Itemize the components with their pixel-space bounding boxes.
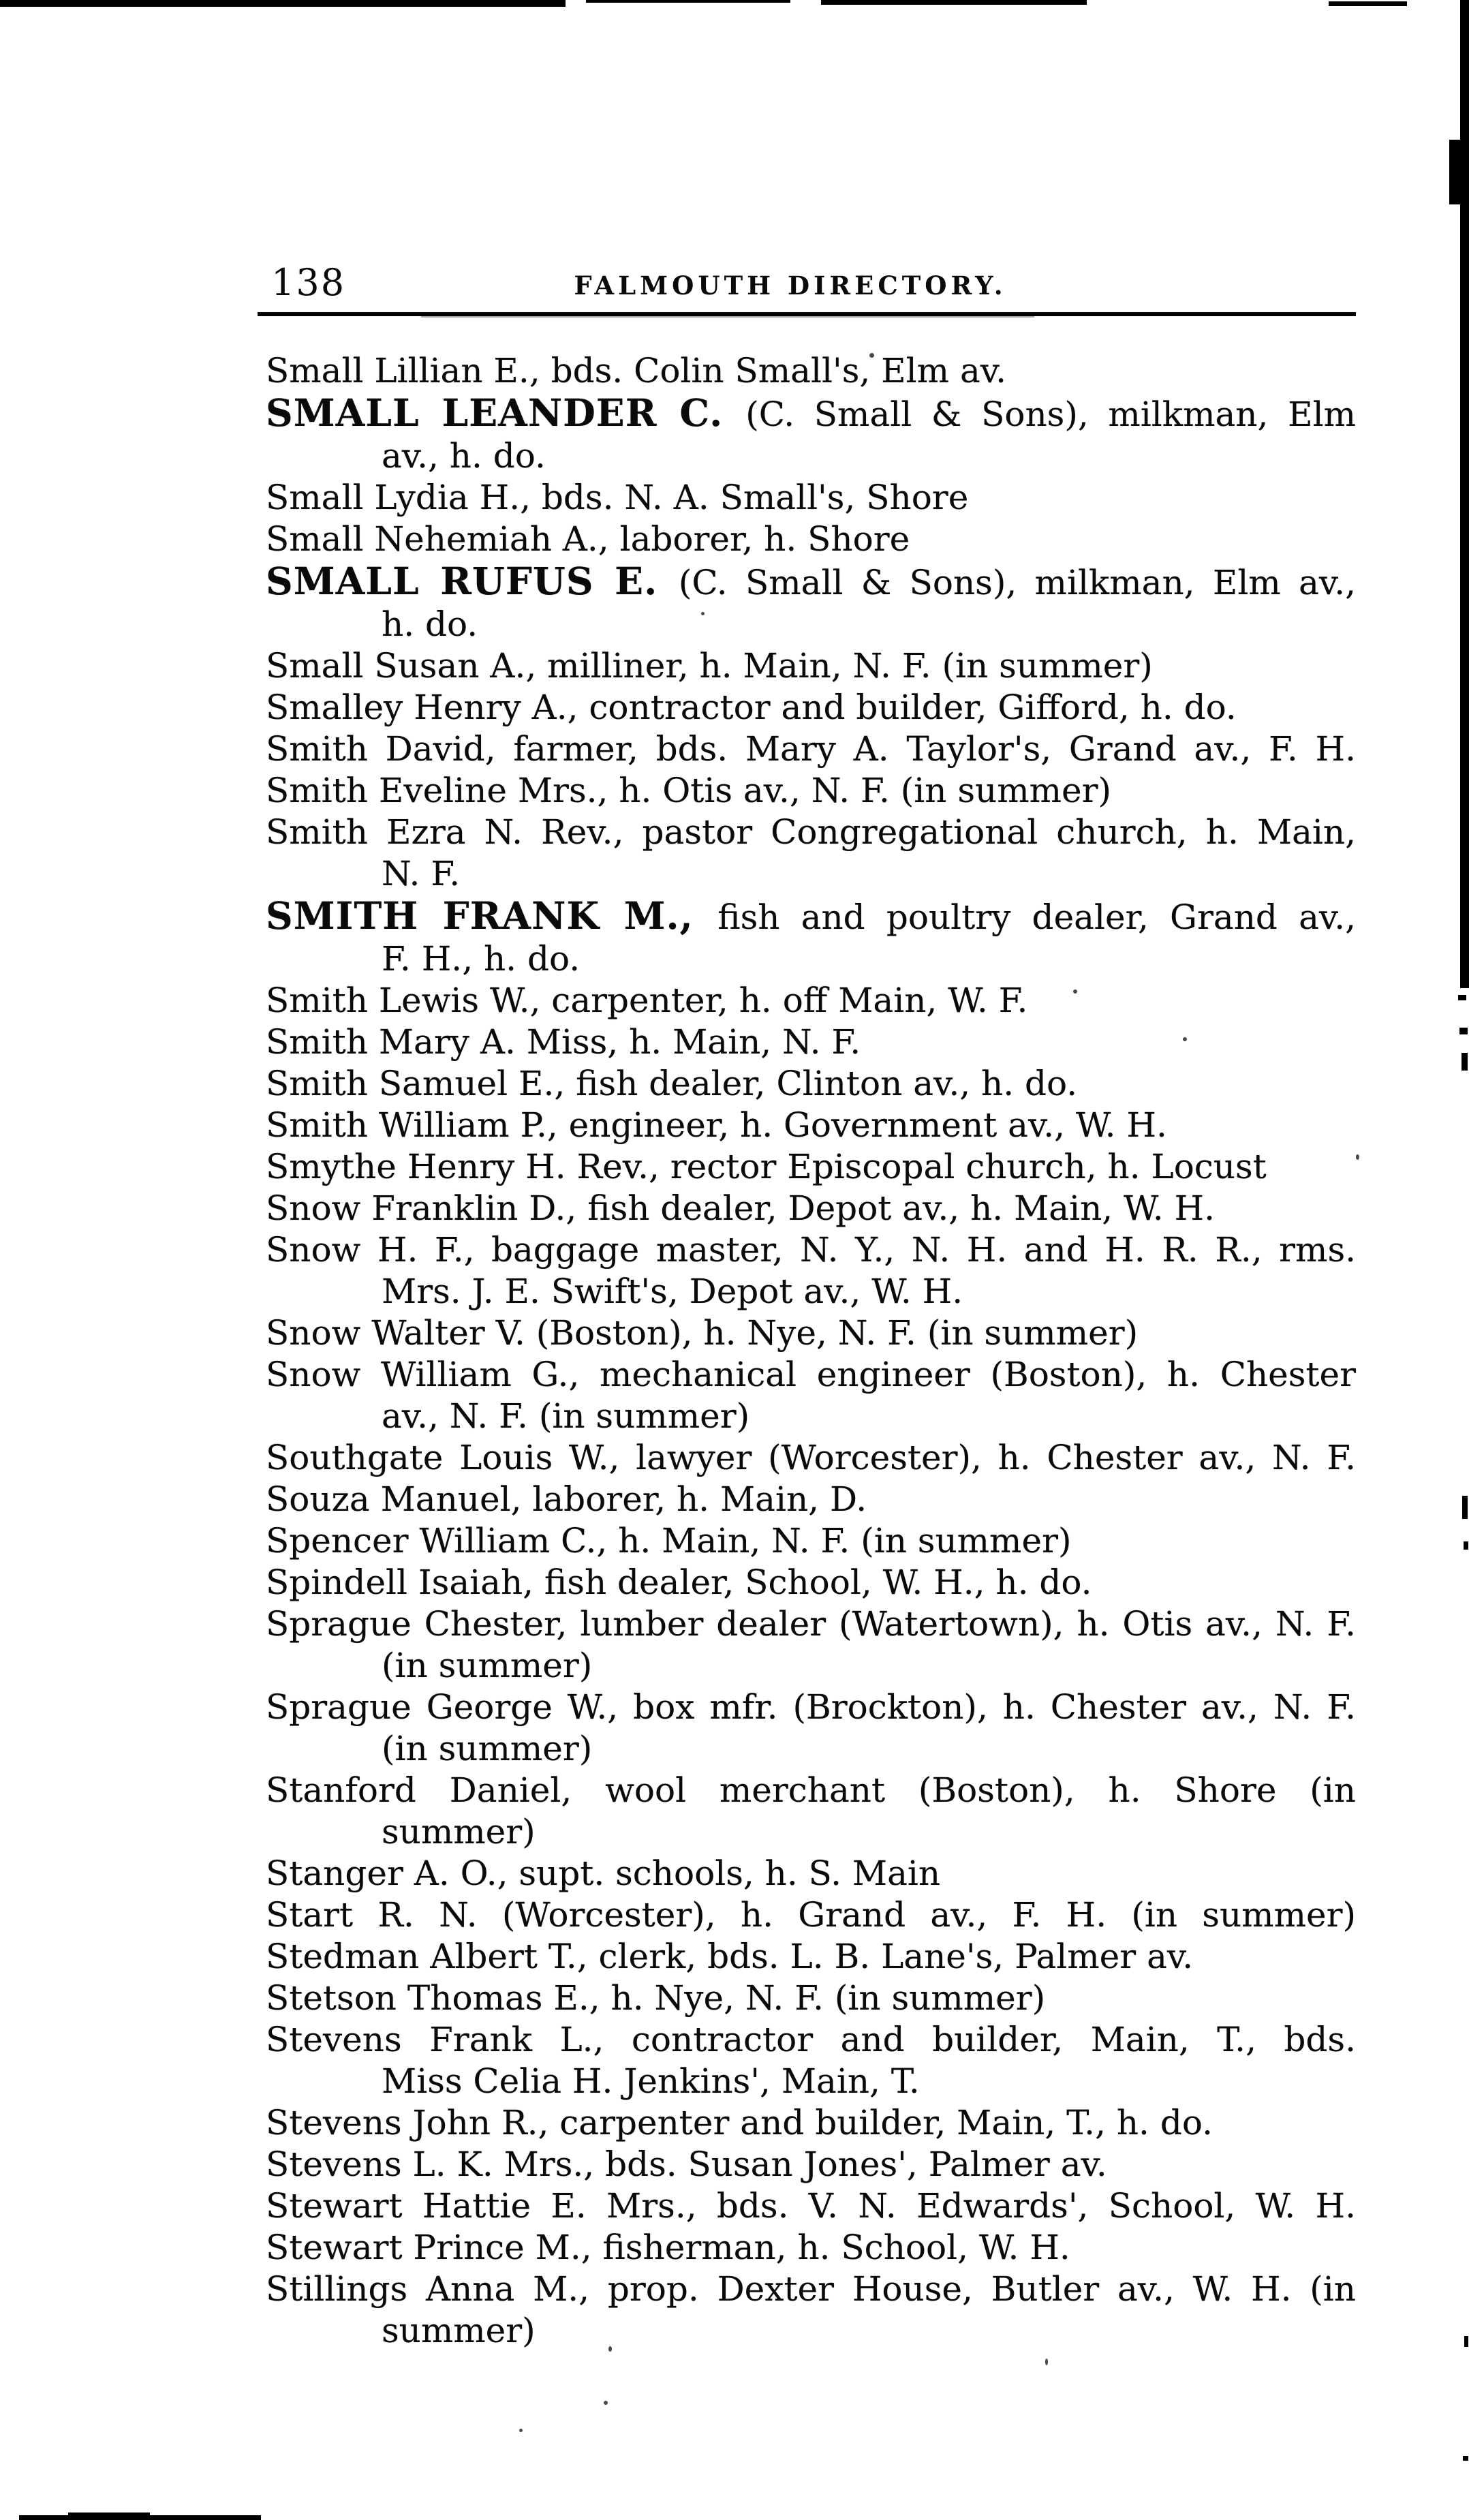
directory-entry-line xyxy=(266,2102,1356,2144)
entry-text: Sprague George W., box mfr. (Brockton), h. Chester av., N. F. xyxy=(266,1687,1356,1727)
directory-entry-line xyxy=(266,1853,1356,1894)
directory-entry-line xyxy=(266,2019,1356,2061)
directory-entry-line xyxy=(266,1603,1356,1645)
directory-entry-line xyxy=(266,980,1356,1021)
ink-speck xyxy=(1356,1154,1359,1160)
entry-text: Stillings Anna M., prop. Dexter House, Butler av., W. H. (in xyxy=(266,2269,1356,2309)
entry-name-bold: SMITH FRANK M., xyxy=(266,893,718,938)
page-header xyxy=(266,262,1356,311)
directory-entry-line xyxy=(266,477,1356,519)
directory-entry-line xyxy=(266,435,1356,477)
directory-entry-line xyxy=(266,604,1356,645)
directory-entry-line xyxy=(266,645,1356,687)
entry-text: Smith David, farmer, bds. Mary A. Taylor's, Grand av., F. H. xyxy=(266,729,1356,769)
entry-text: Smith William P., engineer, h. Government av., W. H. xyxy=(266,1105,1167,1145)
scan-edge-artifact xyxy=(0,0,566,7)
directory-entry-line xyxy=(266,392,1356,435)
entry-name-bold: SMALL RUFUS E. xyxy=(266,559,679,603)
entry-text: Stewart Hattie E. Mrs., bds. V. N. Edwards', School, W. H. xyxy=(266,2186,1356,2226)
ink-speck xyxy=(519,2429,523,2432)
directory-list xyxy=(266,350,1356,2352)
running-title: FALMOUTH DIRECTORY. xyxy=(574,271,1007,301)
entry-text: Miss Celia H. Jenkins', Main, T. xyxy=(382,2061,920,2101)
entry-text: Stevens John R., carpenter and builder, Main, T., h. do. xyxy=(266,2103,1213,2142)
directory-entry-line xyxy=(266,1770,1356,1811)
directory-entry-line xyxy=(266,2269,1356,2310)
directory-entry-line xyxy=(266,938,1356,980)
directory-entry-line xyxy=(266,1645,1356,1687)
directory-entry-line xyxy=(266,1437,1356,1479)
scan-edge-artifact xyxy=(1458,995,1466,1000)
entry-text: Stevens Frank L., contractor and builder, Main, T., bds. xyxy=(266,2020,1356,2059)
entry-text: Stetson Thomas E., h. Nye, N. F. (in summer) xyxy=(266,1978,1046,2018)
scan-edge-artifact xyxy=(821,0,1087,5)
directory-entry-line xyxy=(266,2144,1356,2185)
entry-text: Snow Franklin D., fish dealer, Depot av., h. Main, W. H. xyxy=(266,1188,1215,1228)
directory-entry-line xyxy=(266,1229,1356,1271)
entry-text: av., h. do. xyxy=(382,436,546,476)
directory-entry-line xyxy=(266,1105,1356,1146)
entry-text: Stedman Albert T., clerk, bds. L. B. Lane's, Palmer av. xyxy=(266,1937,1194,1976)
entry-text: (in summer) xyxy=(382,1646,593,1685)
directory-entry-line xyxy=(266,2310,1356,2352)
entry-text: Smythe Henry H. Rev., rector Episcopal church, h. Locust xyxy=(266,1147,1267,1186)
directory-entry-line xyxy=(266,770,1356,812)
directory-entry-line xyxy=(266,1936,1356,1978)
entry-text: Stevens L. K. Mrs., bds. Susan Jones', Palmer av. xyxy=(266,2145,1107,2184)
entry-text: Smith Mary A. Miss, h. Main, N. F. xyxy=(266,1022,861,1062)
entry-text: Small Lydia H., bds. N. A. Small's, Shore xyxy=(266,478,969,517)
entry-text: summer) xyxy=(382,2311,536,2350)
entry-text: Smith Lewis W., carpenter, h. off Main, W. F. xyxy=(266,981,1028,1020)
entry-text: Spencer William C., h. Main, N. F. (in summer) xyxy=(266,1521,1072,1561)
entry-text: F. H., h. do. xyxy=(382,939,581,979)
scan-edge-artifact xyxy=(1459,1028,1468,1034)
entry-text: Sprague Chester, lumber dealer (Watertown), h. Otis av., N. F. xyxy=(266,1604,1356,1644)
directory-entry-line xyxy=(266,2227,1356,2269)
directory-entry-line xyxy=(266,1978,1356,2019)
entry-text: (C. Small & Sons), milkman, Elm av., xyxy=(678,563,1356,602)
entry-text: Smalley Henry A., contractor and builder, Gifford, h. do. xyxy=(266,688,1237,727)
directory-entry-line xyxy=(266,812,1356,853)
entry-text: Snow Walter V. (Boston), h. Nye, N. F. (in summer) xyxy=(266,1313,1139,1353)
entry-text: (C. Small & Sons), milkman, Elm xyxy=(745,395,1356,434)
entry-text: fish and poultry dealer, Grand av., xyxy=(717,897,1356,937)
entry-name-bold: SMALL LEANDER C. xyxy=(266,390,746,435)
directory-entry-line xyxy=(266,728,1356,770)
entry-text: Small Nehemiah A., laborer, h. Shore xyxy=(266,519,910,559)
directory-entry-line xyxy=(266,1562,1356,1603)
directory-entry-line xyxy=(266,1520,1356,1562)
entry-text: summer) xyxy=(382,1812,536,1851)
scan-edge-artifact xyxy=(1463,2456,1468,2461)
directory-entry-line xyxy=(266,1811,1356,1853)
entry-text: h. do. xyxy=(382,604,478,644)
directory-entry-line xyxy=(266,350,1356,392)
directory-entry-line xyxy=(266,1063,1356,1105)
ink-speck xyxy=(604,2401,608,2405)
scan-edge-artifact xyxy=(1449,140,1469,204)
directory-entry-line xyxy=(266,1271,1356,1312)
directory-entry-line xyxy=(266,1479,1356,1520)
scan-edge-artifact xyxy=(19,2515,261,2520)
entry-text: (in summer) xyxy=(382,1729,593,1768)
directory-entry-line xyxy=(266,2185,1356,2227)
page-number: 138 xyxy=(271,261,346,304)
entry-text: Stanger A. O., supt. schools, h. S. Main xyxy=(266,1854,941,1893)
scan-edge-artifact xyxy=(1462,1053,1468,1071)
scan-edge-artifact xyxy=(1462,1496,1468,1519)
entry-text: Snow H. F., baggage master, N. Y., N. H. and H. R. R., rms. xyxy=(266,1230,1356,1270)
entry-text: Stanford Daniel, wool merchant (Boston), h. Shore (in xyxy=(266,1770,1356,1810)
entry-text: Souza Manuel, laborer, h. Main, D. xyxy=(266,1479,867,1519)
directory-entry-line xyxy=(266,1188,1356,1229)
directory-entry-line xyxy=(266,1687,1356,1728)
scan-edge-artifact xyxy=(68,2513,150,2515)
scan-edge-artifact xyxy=(586,0,790,3)
entry-text: N. F. xyxy=(382,854,461,893)
directory-entry-line xyxy=(266,687,1356,728)
ink-speck xyxy=(1045,2358,1048,2365)
entry-text: Mrs. J. E. Swift's, Depot av., W. H. xyxy=(382,1272,963,1311)
entry-text: Small Lillian E., bds. Colin Small's, Elm av. xyxy=(266,351,1006,390)
directory-entry-line xyxy=(266,1894,1356,1936)
entry-text: Smith Eveline Mrs., h. Otis av., N. F. (in summer) xyxy=(266,771,1112,810)
directory-entry-line xyxy=(266,895,1356,938)
directory-entry-line xyxy=(266,519,1356,560)
directory-entry-line xyxy=(266,560,1356,604)
directory-entry-line xyxy=(266,1021,1356,1063)
entry-text: Smith Ezra N. Rev., pastor Congregational church, h. Main, xyxy=(266,812,1356,852)
directory-entry-line xyxy=(266,1146,1356,1188)
scan-edge-artifact xyxy=(1464,2336,1468,2347)
directory-entry-line xyxy=(266,1728,1356,1770)
directory-entry-line xyxy=(266,1354,1356,1396)
scan-edge-artifact xyxy=(1464,1541,1468,1550)
scan-edge-artifact xyxy=(1329,1,1407,6)
entry-text: Smith Samuel E., fish dealer, Clinton av., h. do. xyxy=(266,1064,1078,1103)
entry-text: Small Susan A., milliner, h. Main, N. F. (in summer) xyxy=(266,646,1153,686)
entry-text: Southgate Louis W., lawyer (Worcester), h. Chester av., N. F. xyxy=(266,1438,1356,1477)
directory-entry-line xyxy=(266,1396,1356,1437)
directory-entry-line xyxy=(266,1312,1356,1354)
entry-text: Spindell Isaiah, fish dealer, School, W. H., h. do. xyxy=(266,1563,1092,1602)
header-rule xyxy=(258,312,1356,316)
entry-text: Snow William G., mechanical engineer (Boston), h. Chester xyxy=(266,1355,1356,1394)
directory-entry-line xyxy=(266,853,1356,895)
entry-text: Stewart Prince M., fisherman, h. School, W. H. xyxy=(266,2228,1070,2267)
entry-text: av., N. F. (in summer) xyxy=(382,1396,750,1436)
entry-text: Start R. N. (Worcester), h. Grand av., F. H. (in summer) xyxy=(266,1895,1356,1935)
directory-entry-line xyxy=(266,2061,1356,2102)
